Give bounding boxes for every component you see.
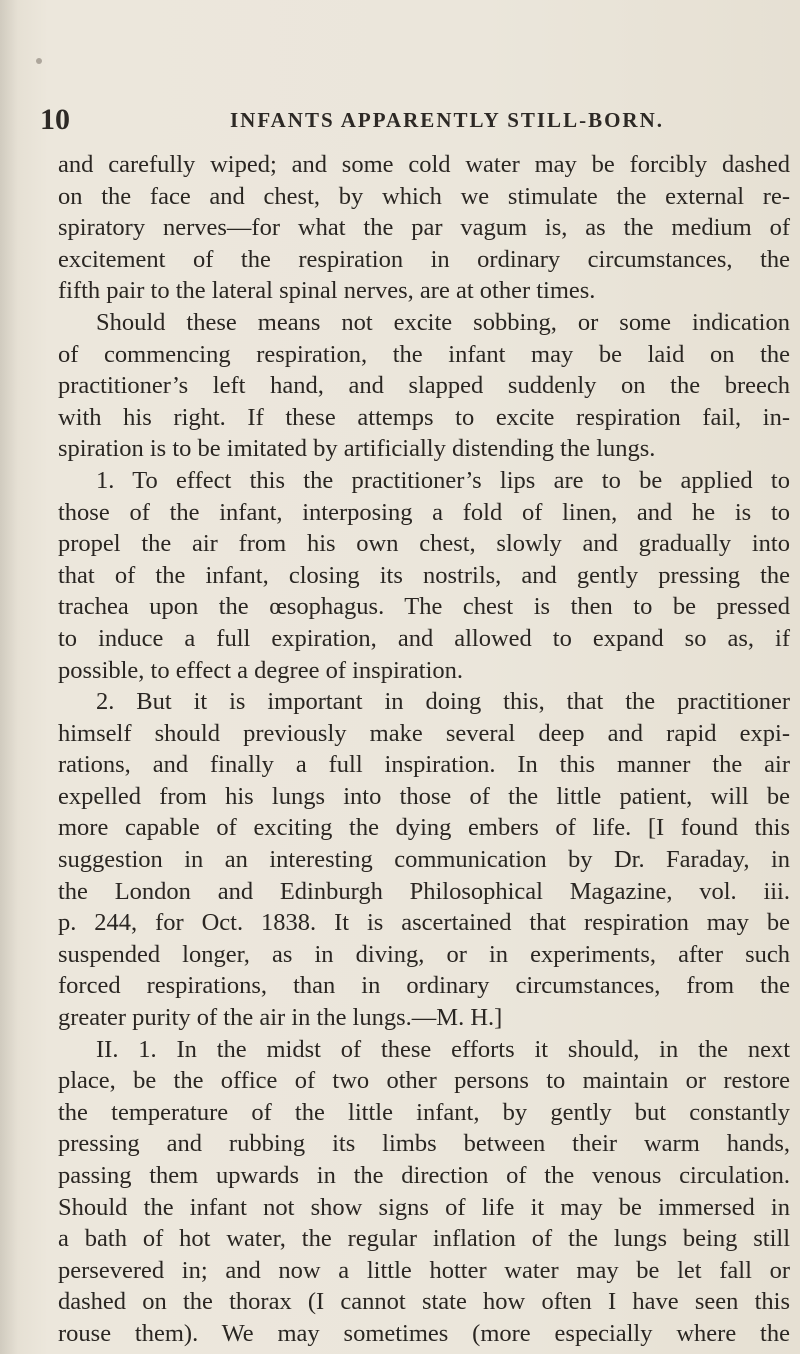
text-line: possible, to effect a degree of inspiration. [58, 656, 464, 684]
text-line: on the face and chest, by which we stimulate the external re- [58, 182, 790, 210]
text-line: and carefully wiped; and some cold water may be forcibly dashed [58, 151, 790, 178]
text-line: a bath of hot water, the regular inflation of the lungs being still [58, 1225, 790, 1253]
page-number: 10 [40, 103, 70, 136]
page-header [40, 100, 770, 140]
running-head: INFANTS APPARENTLY STILL-BORN. [230, 108, 664, 132]
text-line: expelled from his lungs into those of the little patient, will be [58, 782, 790, 810]
text-line: rouse them). We may sometimes (more especially where the [58, 1319, 790, 1347]
text-line: passing them upwards in the direction of the venous circulation. [58, 1162, 790, 1189]
paragraph-start-line: II. 1. In the midst of these efforts it should, in the next [96, 1035, 790, 1063]
text-line: trachea upon the œsophagus. The chest is then to be pressed [58, 593, 790, 621]
text-line: fifth pair to the lateral spinal nerves, are at other times. [58, 277, 596, 305]
text-line: propel the air from his own chest, slowly and gradually into [58, 530, 790, 558]
text-line: p. 244, for Oct. 1838. It is ascertained that respiration may be [58, 909, 790, 937]
text-line: that of the infant, closing its nostrils, and gently pressing the [58, 561, 790, 589]
text-line: himself should previously make several deep and rapid expi- [58, 719, 790, 747]
text-line: rations, and finally a full inspiration. In this manner the air [58, 751, 790, 779]
paragraph-start-line: 2. But it is important in doing this, that the practitioner [96, 688, 790, 716]
page-gutter-shadow [0, 0, 18, 1354]
text-line: forced respirations, than in ordinary circumstances, from the [58, 972, 790, 1000]
text-line: those of the infant, interposing a fold of linen, and he is to [58, 498, 790, 526]
body-text [58, 149, 790, 1350]
text-line: pressing and rubbing its limbs between their warm hands, [58, 1130, 790, 1158]
text-line: greater purity of the air in the lungs.—M. H.] [58, 1004, 503, 1032]
ink-speck [36, 58, 42, 64]
text-line: spiratory nerves—for what the par vagum is, as the medium of [58, 214, 790, 242]
text-line: suggestion in an interesting communication by Dr. Faraday, in [58, 846, 790, 874]
paragraph-start-line: Should these means not excite sobbing, or some indication [96, 308, 790, 336]
text-line: more capable of exciting the dying embers of life. [I found this [58, 814, 790, 842]
text-line: to induce a full expiration, and allowed to expand so as, if [58, 624, 790, 652]
text-line: spiration is to be imitated by artificially distending the lungs. [58, 435, 656, 463]
text-line: persevered in; and now a little hotter water may be let fall or [58, 1256, 790, 1284]
text-line: excitement of the respiration in ordinary circumstances, the [58, 245, 790, 273]
text-line: practitioner’s left hand, and slapped suddenly on the breech [58, 372, 790, 400]
text-line: suspended longer, as in diving, or in experiments, after such [58, 940, 790, 968]
text-line: of commencing respiration, the infant may be laid on the [58, 340, 790, 368]
text-line: the London and Edinburgh Philosophical Magazine, vol. iii. [58, 877, 790, 905]
paragraph-start-line: 1. To effect this the practitioner’s lips are to be applied to [96, 466, 790, 494]
text-line: Should the infant not show signs of life it may be immersed in [58, 1193, 790, 1221]
text-line: place, be the office of two other persons to maintain or restore [58, 1067, 790, 1095]
text-line: dashed on the thorax (I cannot state how often I have seen this [58, 1288, 790, 1316]
text-line: the temperature of the little infant, by gently but constantly [58, 1098, 790, 1126]
text-line: with his right. If these attemps to excite respiration fail, in- [58, 403, 790, 431]
